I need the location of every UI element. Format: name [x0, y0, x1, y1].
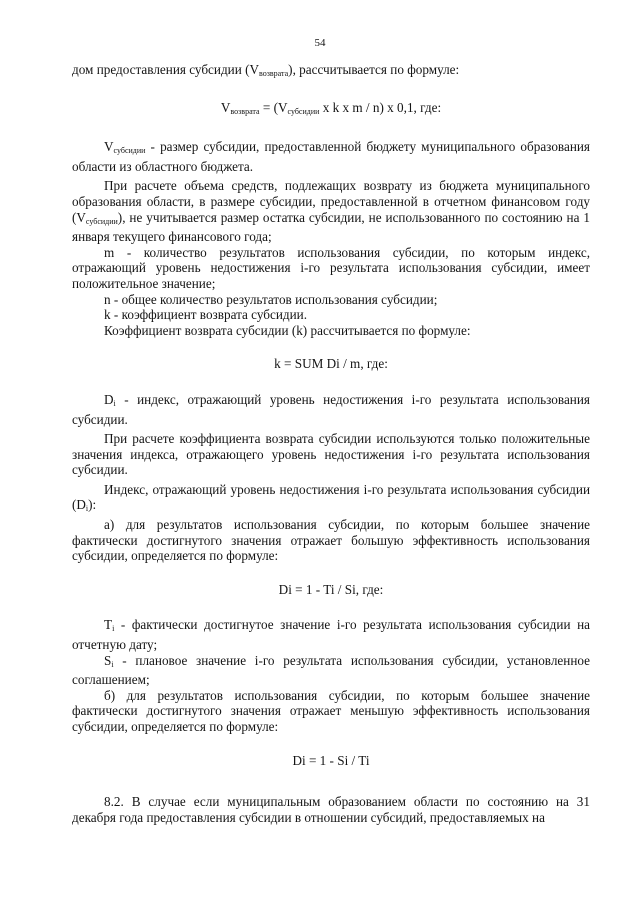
definition-ti: $T_i$ - фактически достигнутое значение i-го результата использования субсидии на отчетную дату;: [72, 617, 590, 653]
formula-k: k = SUM Di / m, где:: [274, 356, 388, 372]
page-number: 54: [314, 37, 326, 49]
intro-paragraph: дом предоставления субсидии $(V_{возврата})$, рассчитывается по формуле:: [72, 62, 460, 78]
index-paragraph: Индекс, отражающий уровень недостижения i-го результата использования субсидии $(D_i)$:: [72, 481, 590, 514]
definition-k: k - коэффициент возврата субсидии.: [104, 307, 307, 323]
section-8-2-paragraph: 8.2. В случае если муниципальным образованием области по состоянию на 31 декабря года предоставления субсидии в отношении субсидий, предоставляемых на: [72, 794, 590, 825]
formula-v-vozvrata: $V_{возврата} = (V_{субсидии}$ x k x m / n) x 0,1, где:: [220, 99, 442, 116]
calc-note-paragraph: При расчете объема средств, подлежащих возврату из бюджета муниципального образования области, в размере субсидии, предоставленной в отчетном финансовом году $(V_{субсидии})$, не учитывается размер остатка субсидии, не использованного по состоянию на 1 января текущего финансового года;: [72, 178, 590, 245]
case-a-paragraph: а) для результатов использования субсидии, по которым большее значение фактически достигнутого значения отражает большую эффективность использования субсидии, определяется по формуле:: [72, 517, 590, 564]
definition-v-subsidii: $V_{субсидии}$ - размер субсидии, предоставленной бюджету муниципального образования области из областного бюджета.: [72, 139, 590, 174]
positive-values-paragraph: При расчете коэффициента возврата субсидии используются только положительные значения индекса, отражающего уровень недостижения i-го результата использования субсидии.: [72, 431, 590, 478]
document-body: [72, 62, 590, 825]
k-formula-intro: Коэффициент возврата субсидии (k) рассчитывается по формуле:: [104, 322, 471, 338]
definition-di: $D_i$ - индекс, отражающий уровень недостижения i-го результата использования субсидии.: [72, 391, 590, 427]
definition-si: $S_i$ - плановое значение i-го результата использования субсидии, установленное соглашением;: [72, 652, 590, 688]
formula-di-a: Di = 1 - Ti / Si, где:: [278, 581, 384, 597]
definition-m: m - количество результатов использования субсидии, по которым индекс, отражающий уровень недостижения i-го результата использования субсидии, имеет положительное значение;: [72, 244, 590, 291]
definition-n: n - общее количество результатов использования субсидии;: [104, 291, 438, 307]
formula-di-b: Di = 1 - Si / Ti: [292, 752, 370, 768]
case-b-paragraph: б) для результатов использования субсидии, по которым большее значение фактически достигнутого значения отражает меньшую эффективность использования субсидии, определяется по формуле:: [72, 687, 590, 734]
